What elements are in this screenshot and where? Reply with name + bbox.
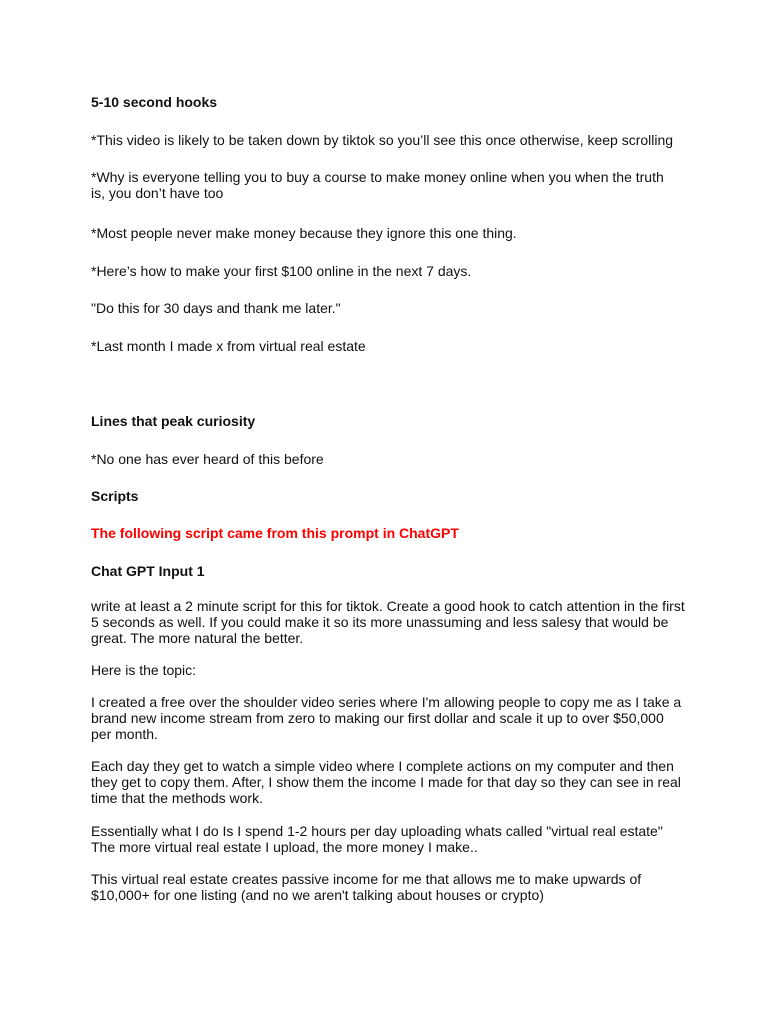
script-paragraph: I created a free over the shoulder video series where I'm allowing people to copy me as I take a brand new income stream from zero to making our first dollar and scale it up to over $50,000 per month. bbox=[91, 694, 682, 742]
hook-item: *Here’s how to make your first $100 online in the next 7 days. bbox=[91, 263, 472, 279]
curiosity-item: *No one has ever heard of this before bbox=[91, 451, 324, 467]
script-paragraph: This virtual real estate creates passive income for me that allows me to make upwards of $10,000+ for one listing (and no we aren't talking about houses or crypto) bbox=[91, 871, 642, 903]
hook-item: *Why is everyone telling you to buy a course to make money online when you when the truth is, you don’t have too bbox=[91, 169, 664, 201]
hooks-heading: 5-10 second hooks bbox=[91, 94, 218, 110]
scripts-heading: Scripts bbox=[91, 488, 139, 504]
script-paragraph: write at least a 2 minute script for this for tiktok. Create a good hook to catch attention in the first 5 seconds as well. If you could make it so its more unassuming and less salesy that would be great. The more natural the better. bbox=[91, 598, 685, 646]
curiosity-heading: Lines that peak curiosity bbox=[91, 413, 256, 429]
prompt-note: The following script came from this prompt in ChatGPT bbox=[91, 525, 459, 541]
hook-item: *This video is likely to be taken down by tiktok so you’ll see this once otherwise, keep scrolling bbox=[91, 132, 674, 148]
script-paragraph: Each day they get to watch a simple video where I complete actions on my computer and then they get to copy them. After, I show them the income I made for that day so they can see in real time that the methods work. bbox=[91, 758, 681, 806]
script-paragraph: Essentially what I do Is I spend 1-2 hours per day uploading whats called "virtual real estate" The more virtual real estate I upload, the more money I make.. bbox=[91, 823, 663, 855]
hook-item: "Do this for 30 days and thank me later." bbox=[91, 300, 341, 316]
script-paragraph: Here is the topic: bbox=[91, 662, 197, 678]
chatgpt-input-heading: Chat GPT Input 1 bbox=[91, 563, 205, 579]
hook-item: *Last month I made x from virtual real estate bbox=[91, 338, 366, 354]
hook-item: *Most people never make money because they ignore this one thing. bbox=[91, 225, 517, 241]
